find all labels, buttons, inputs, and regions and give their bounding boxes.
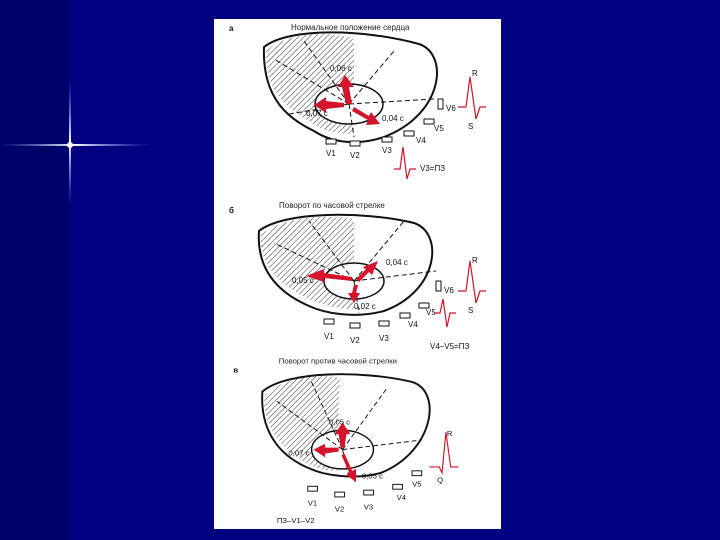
- wave-label: R: [446, 429, 453, 439]
- time-label: 0,07 с: [288, 448, 310, 458]
- time-label: 0,04 с: [386, 258, 408, 267]
- equation-label: V3=ПЗ: [420, 164, 446, 173]
- panel-title: Поворот по часовой стрелке: [279, 201, 385, 210]
- lead-label: V1: [307, 498, 318, 508]
- ecg-complex: [458, 77, 486, 119]
- equation-label: V4–V5=ПЗ: [430, 342, 470, 351]
- figure-card: [214, 19, 501, 529]
- lead-label: V5: [412, 479, 422, 489]
- panel-letter: а: [229, 24, 234, 33]
- wave-label: R: [472, 256, 478, 265]
- lead-label: V4: [396, 492, 407, 502]
- panel-a: [214, 19, 501, 189]
- lead-label: V3: [379, 334, 389, 343]
- equation-label: ПЗ–V1–V2: [276, 516, 315, 523]
- lead-label: V2: [350, 336, 360, 345]
- time-label: 0,02 с: [354, 302, 376, 311]
- time-label: 0,05 с: [292, 276, 314, 285]
- wave-label: S: [468, 306, 474, 315]
- panel-letter: в: [233, 365, 239, 375]
- lead-label: V2: [334, 504, 345, 514]
- lead-label: V1: [324, 332, 334, 341]
- lead-label: V6: [444, 286, 454, 295]
- lead-label: V2: [350, 151, 360, 160]
- time-label: 0,04 с: [382, 114, 404, 123]
- lead-label: V6: [446, 104, 456, 113]
- lead-label: V3: [363, 502, 374, 512]
- wave-label: R: [472, 69, 478, 78]
- lead-label: V5: [434, 124, 444, 133]
- wave-label: Q: [437, 475, 444, 485]
- ecg-complex: [458, 261, 486, 303]
- panel-c: [214, 353, 501, 523]
- time-label: 0,05 с: [329, 417, 351, 427]
- ecg-complex: [434, 299, 456, 327]
- panel-title: Поворот против часовой стрелки: [278, 356, 397, 366]
- time-label: 0,06 с: [330, 64, 352, 73]
- panel-letter: б: [229, 206, 234, 215]
- time-label: 0,07 с: [306, 109, 328, 118]
- panel-b: [214, 181, 501, 351]
- wave-label: S: [468, 122, 474, 131]
- ecg-complex: [394, 147, 416, 179]
- lead-label: V1: [326, 149, 336, 158]
- ecg-complex: [429, 432, 458, 473]
- lead-label: V3: [382, 146, 392, 155]
- panel-title: Нормальное положение сердца: [291, 23, 410, 32]
- time-label: 0,05 с: [361, 471, 383, 481]
- lead-label: V5: [426, 308, 436, 317]
- lead-label: V4: [408, 320, 418, 329]
- lead-label: V4: [416, 136, 426, 145]
